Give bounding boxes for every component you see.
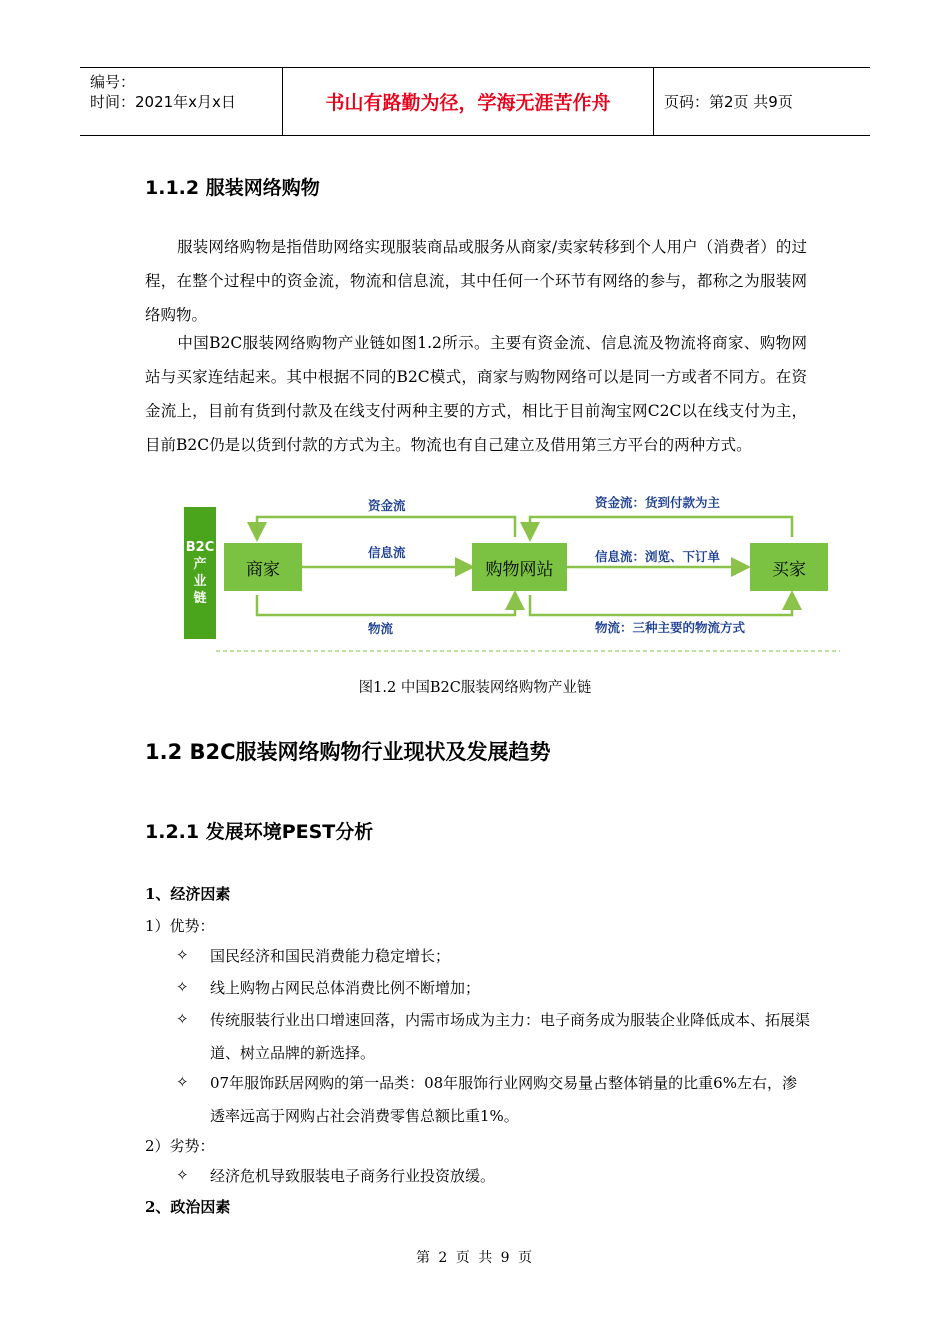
- industry-chain-diagram: [180, 495, 845, 655]
- header-page-info: 页码：第2页 共9页: [664, 93, 793, 111]
- arrow-logistics-left: [257, 595, 515, 615]
- adv-item-3: 传统服装行业出口增速回落，内需市场成为主力：电子商务成为服装企业降低成本、拓展渠道、树立品牌的新选择。: [210, 1011, 811, 1062]
- label-money-right: 资金流：货到付款为主: [595, 495, 721, 510]
- section-121-title: 1.2.1 发展环境PEST分析: [145, 821, 374, 843]
- node-buyer: 买家: [750, 543, 828, 591]
- adv-item-1: 国民经济和国民消费能力稳定增长；: [210, 947, 451, 965]
- label-logistics-left: 物流: [368, 621, 394, 636]
- label-info-left: 信息流: [368, 545, 406, 560]
- label-info-right: 信息流：浏览、下订单: [595, 549, 721, 564]
- advantages-title: 1）优势：: [145, 917, 215, 935]
- figure-caption: 图1.2 中国B2C服装网络购物产业链: [358, 680, 592, 696]
- section-112-para2: 中国B2C服装网络购物产业链如图1.2所示。主要有资金流、信息流及物流将商家、购物网站与买家连结起来。其中根据不同的B2C模式，商家与购物网络可以是同一方或者不同方。在资金流上，目前有货到付款及在线支付两种主要的方式，相比于目前淘宝网C2C以在线支付为主，目前B2C仍是以货到付款的方式为主。物流也有自己建立及借用第三方平台的两种方式。: [145, 334, 807, 454]
- arrow-money-left: [257, 517, 515, 537]
- adv-item-2: 线上购物占网民总体消费比例不断增加；: [210, 979, 481, 997]
- node-merchant: 商家: [224, 543, 302, 591]
- chain-label-bar: B2C 产 业 链: [184, 507, 216, 639]
- section-112-para1: 服装网络购物是指借助网络实现服装商品或服务从商家/卖家转移到个人用户（消费者）的过程，在整个过程中的资金流，物流和信息流，其中任何一个环节有网络的参与，都称之为服装网络购物。: [145, 238, 807, 324]
- node-shopping-site: 购物网站: [472, 543, 567, 591]
- label-money-left: 资金流: [368, 498, 406, 513]
- disadvantages-title: 2）劣势：: [145, 1137, 215, 1155]
- politics-factors-title: 2、政治因素: [145, 1198, 231, 1216]
- header-time-label: 时间：2021年x月x日: [90, 93, 236, 111]
- bullet-icon: ✧: [176, 1166, 189, 1184]
- header-number-label: 编号：: [90, 73, 136, 91]
- bullet-icon: ✧: [176, 978, 189, 996]
- section-12-title: 1.2 B2C服装网络购物行业现状及发展趋势: [145, 740, 551, 764]
- econ-factors-title: 1、经济因素: [145, 885, 231, 903]
- section-112-title: 1.1.2 服装网络购物: [145, 177, 320, 199]
- adv-item-4: 07年服饰跃居网购的第一品类：08年服饰行业网购交易量占整体销量的比重6%左右，渗透率远高于网购占社会消费零售总额比重1%。: [210, 1074, 797, 1125]
- arrow-logistics-right: [530, 595, 792, 615]
- bullet-icon: ✧: [176, 1010, 189, 1028]
- header-motto: 书山有路勤为径，学海无涯苦作舟: [282, 68, 654, 135]
- header-meta: [80, 68, 282, 135]
- dis-item-1: 经济危机导致服装电子商务行业投资放缓。: [210, 1167, 496, 1185]
- page-footer: 第 2 页 共 9 页: [415, 1250, 535, 1266]
- arrow-money-right: [530, 517, 792, 537]
- bullet-icon: ✧: [176, 946, 189, 964]
- document-header: [80, 67, 870, 136]
- bullet-icon: ✧: [176, 1073, 189, 1091]
- label-logistics-right: 物流：三种主要的物流方式: [595, 620, 746, 635]
